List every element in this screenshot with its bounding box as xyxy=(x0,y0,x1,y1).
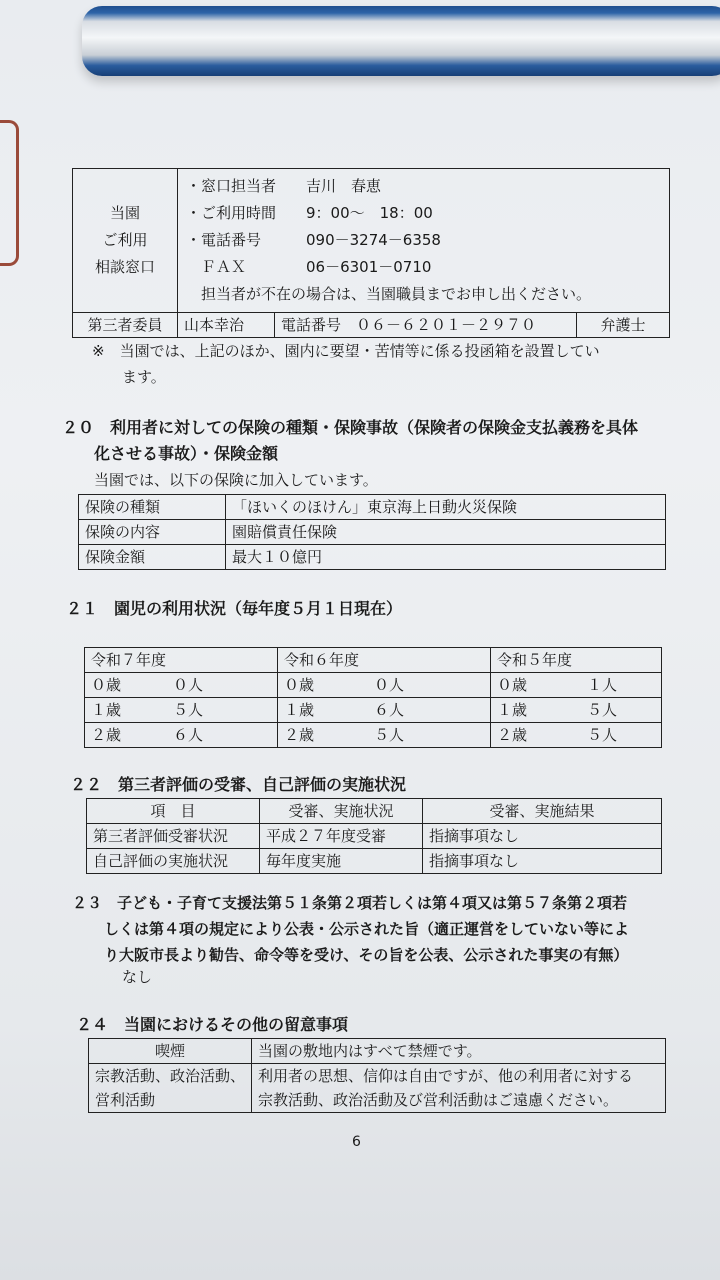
note-line-2: ます。 xyxy=(122,368,166,386)
section-20-heading: ２０ 利用者に対しての保険の種類・保険事故（保険者の保険金支払義務を具体 xyxy=(62,418,639,437)
section-23-heading-cont2: り大阪市長より勧告、命令等を受け、その旨を公表、公示された事実の有無） xyxy=(104,946,629,964)
eval-third-party-label: 第三者評価受審状況 xyxy=(87,824,260,849)
binder-rod xyxy=(82,6,720,76)
eval-third-party-result: 指摘事項なし xyxy=(423,824,662,849)
insurance-amount-value: 最大１０億円 xyxy=(226,545,666,570)
year-header-r6: 令和６年度 xyxy=(278,648,491,673)
paper-clip xyxy=(0,120,19,266)
eval-self-label: 自己評価の実施状況 xyxy=(87,849,260,874)
section-20-heading-cont: 化させる事故）・保険金額 xyxy=(94,444,279,463)
insurance-table xyxy=(78,494,666,570)
smoking-text: 当園の敷地内はすべて禁煙です。 xyxy=(252,1039,666,1064)
enrollment-cell: ２歳 ５人 xyxy=(491,723,662,748)
third-party-title: 弁護士 xyxy=(577,313,670,338)
enrollment-table xyxy=(84,647,662,748)
notes-table xyxy=(88,1038,666,1113)
enrollment-cell: ２歳 ５人 xyxy=(278,723,491,748)
section-23-heading-cont: しくは第４項の規定により公表・公示された旨（適正運営をしていない等によ xyxy=(104,920,630,938)
eval-header-status: 受審、実施状況 xyxy=(260,799,423,824)
insurance-type-value: 「ほいくのほけん」東京海上日動火災保険 xyxy=(226,495,666,520)
third-party-name: 山本幸治 xyxy=(178,313,275,338)
eval-header-item: 項 目 xyxy=(87,799,260,824)
page-number: 6 xyxy=(352,1134,361,1150)
activity-text: 利用者の思想、信仰は自由ですが、他の利用者に対する 宗教活動、政治活動及び営利活動はご遠慮ください。 xyxy=(252,1064,666,1113)
evaluation-table xyxy=(86,798,662,874)
consultation-details: ・窓口担当者 吉川 春恵 ・ご利用時間 9：00～ 18：00 ・電話番号 090－3274－6358 ＦＡＸ 06－6301－0710 担当者が不在の場合は、当園職員までお申し出ください。 xyxy=(178,169,670,313)
year-header-r7: 令和７年度 xyxy=(85,648,278,673)
enrollment-cell: ２歳 ６人 xyxy=(85,723,278,748)
eval-self-status: 毎年度実施 xyxy=(260,849,423,874)
section-24-heading: ２４ 当園におけるその他の留意事項 xyxy=(76,1015,349,1034)
third-party-phone: 電話番号 ０６－６２０１－２９７０ xyxy=(275,313,577,338)
enrollment-cell: １歳 ５人 xyxy=(491,698,662,723)
insurance-content-label: 保険の内容 xyxy=(79,520,226,545)
third-party-label: 第三者委員 xyxy=(73,313,178,338)
consultation-table xyxy=(72,168,670,338)
section-23-answer: なし xyxy=(122,968,153,986)
enrollment-cell: ０歳 １人 xyxy=(491,673,662,698)
activity-label: 宗教活動、政治活動、 営利活動 xyxy=(89,1064,252,1113)
section-23-heading: ２３ 子ども・子育て支援法第５１条第２項若しくは第４項又は第５７条第２項若 xyxy=(72,894,628,912)
insurance-type-label: 保険の種類 xyxy=(79,495,226,520)
enrollment-cell: ０歳 ０人 xyxy=(278,673,491,698)
section-22-heading: ２２ 第三者評価の受審、自己評価の実施状況 xyxy=(70,775,407,794)
smoking-label: 喫煙 xyxy=(89,1039,252,1064)
enrollment-cell: １歳 ６人 xyxy=(278,698,491,723)
note-line-1: ※ 当園では、上記のほか、園内に要望・苦情等に係る投函箱を設置してい xyxy=(92,342,600,360)
enrollment-cell: ０歳 ０人 xyxy=(85,673,278,698)
section-20-intro: 当園では、以下の保険に加入しています。 xyxy=(94,471,378,489)
eval-header-result: 受審、実施結果 xyxy=(423,799,662,824)
section-21-heading: ２１ 園児の利用状況（毎年度５月１日現在） xyxy=(66,599,403,618)
enrollment-cell: １歳 ５人 xyxy=(85,698,278,723)
insurance-content-value: 園賠償責任保険 xyxy=(226,520,666,545)
eval-third-party-status: 平成２７年度受審 xyxy=(260,824,423,849)
year-header-r5: 令和５年度 xyxy=(491,648,662,673)
eval-self-result: 指摘事項なし xyxy=(423,849,662,874)
insurance-amount-label: 保険金額 xyxy=(79,545,226,570)
consultation-label: 当園 ご利用 相談窓口 xyxy=(73,169,178,313)
